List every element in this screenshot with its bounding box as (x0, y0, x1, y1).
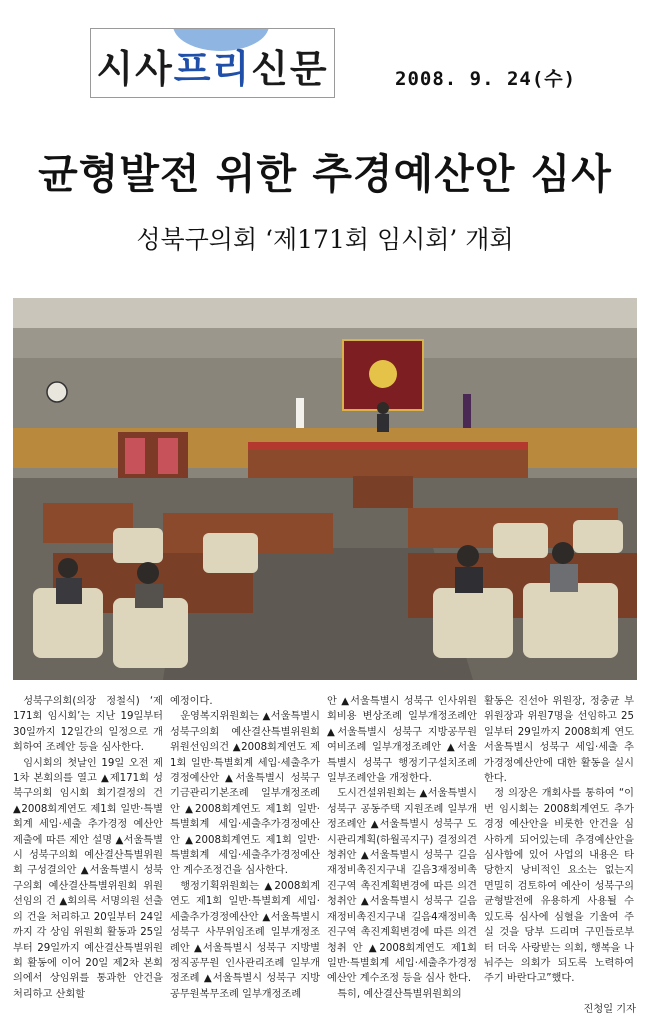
paragraph: 운영복지위원회는 ▲서울특별시 성북구의회 예산결산특별위원회 위원선임의건 ▲2008회계연도 제1회 일반·특별회계 세입·세출추가경정예산안 ▲서울특별시 성북구 기금관리기본조례 일부개정조례안 ▲2008회계연도 제1회 일반·특별회계 세입·세출추가경정예산안 ▲2008회계연도 제1회 일반·특별회계 세입·세출추가경정예산안 계수조정건을 심사한다. (170, 711, 320, 877)
paragraph: 성북구의회(의장 정철식) ‘제171회 임시회’는 지난 19일부터 30일까지 12일간의 일정으로 개회하여 조례안 등을 심사한다. (13, 696, 163, 754)
paragraph: 활동은 진선아 위원장, 정충균 부위원장과 위원7명을 선임하고 25일부터 29일까지 2008회계 연도 서울특별시 성북구 세입·세출 추가경정예산안에 대한 활동을 실시한다. (484, 696, 634, 785)
newspaper-logo (91, 47, 334, 91)
article-column-2 (170, 694, 320, 1000)
article-column-3 (327, 694, 477, 1000)
newspaper-masthead (90, 28, 335, 98)
publication-date: 2008. 9. 24(수) (395, 68, 577, 90)
council-session-photo (13, 298, 637, 680)
paragraph: 정 의장은 개회사를 통하여 “이번 임시회는 2008회계연도 추가경정 예산안을 비롯한 안건을 심사하게 되어있는데 추경예산안을 심사함에 있어 사업의 내용은 타당한지 낭비적인 요소는 없는지 면밀히 검토하여 예산이 성북구의 균형발전에 유용하게 사용될 수 있도록 심사에 심혈을 기울여 주실 것을 당부 드리며 구민들로부터 더욱 사랑받는 의회, 행복을 나눠주는 의회가 되도록 노력하여 주기 바란다고”했다. (484, 788, 634, 985)
logo-part2: 신문 (251, 47, 329, 91)
article-headline: 균형발전 위한 추경예산안 심사 (38, 150, 612, 198)
paragraph: 예정이다. (170, 696, 213, 707)
article-subheadline: 성북구의회 ‘제171회 임시회’ 개회 (136, 225, 514, 254)
logo-part1: 시사 (96, 47, 174, 91)
paragraph: 도시건설위원회는 ▲서울특별시 성북구 공동주택 지원조례 일부개정조례안 ▲서울특별시 성북구 도시관리계획(하월곡지구) 결정의견청취안 ▲서울특별시 성북구 길음재정비촉진지구내 길음3재정비촉진구역 촉진계획변경에 따른 의견청취안 ▲서울특별시 성북구 길음재정비촉진지구내 길음4재정비촉진구역 촉진계획변경에 따른 의견청취 안 ▲2008회계연도 제1회 일반·특별회계 세입·세출추가경정예산안 계수조정 등을 심사 한다. (327, 788, 477, 985)
article-column-4 (484, 694, 634, 994)
paragraph: 임시회의 첫날인 19일 오전 제1차 본회의를 열고 ▲제171회 성북구의회 임시회 회기결정의 건 ▲2008회계연도 제1회 일반·특별회계 세입·세출 추가경정 예산안 제출에 따른 제안 설명 ▲서울특별시 성북구의회 예산결산특별위원회 구성결의안 ▲서울특별시 성북구의회 예산결산특별위원회 위원선임의 건 ▲회의록 서명의원 선출의 건을 처리하고 20일부터 24일까지 각 상임 위원회 활동과 25일부터 29일까지 예산결산특별위원회 활동에 이어 20일 제2차 본회의에서 상임위를 통과한 안건을 처리하고 산회할 (13, 757, 163, 1000)
logo-accent: 프리 (173, 47, 252, 91)
reporter-byline: 진청일 기자 (583, 1004, 636, 1015)
paragraph: 안 ▲서울특별시 성북구 인사위원회비용 변상조례 일부개정조례안 ▲서울특별시 성북구 지방공무원여비조례 일부개정조례안 ▲서울특별시 성북구 행정기구설치조례 일부조례안을 개정한다. (327, 696, 477, 785)
article-body (13, 694, 637, 1000)
article-column-1 (13, 694, 163, 1000)
paragraph: 특히, 예산결산특별위원회의 (337, 988, 462, 1000)
paragraph: 행정기획위원회는 ▲2008회계연도 제1회 일반·특별회계 세입·세출추가경정예산안 ▲서울특별시 성북구 사무위임조례 일부개정조례안 ▲서울특별시 성북구 지방별정직공무원 인사관리조례 일부개정조례 ▲서울특별시 성북구 지방공무원복무조례 일부개정조례 (170, 880, 320, 1000)
